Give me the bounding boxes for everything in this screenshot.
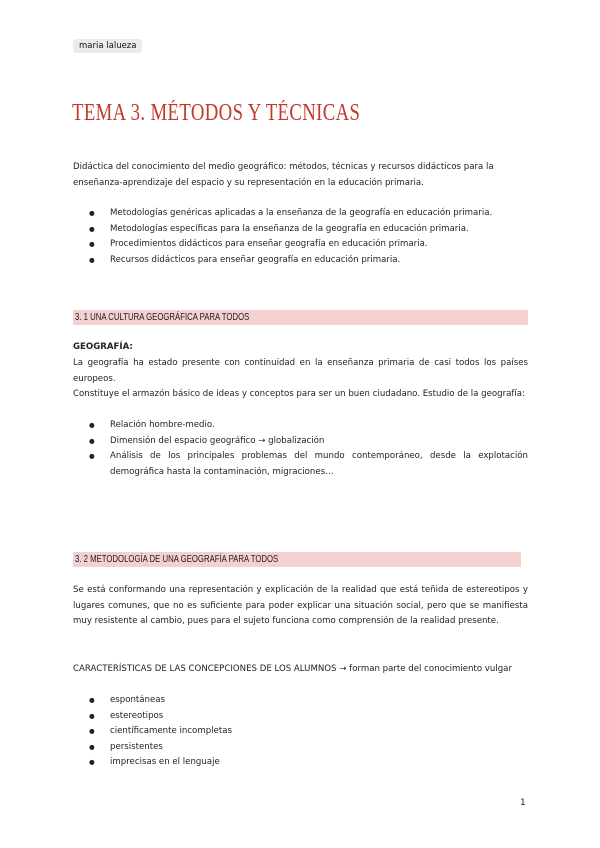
section-heading-3-2 <box>73 552 521 567</box>
geografia-subheading: GEOGRAFÍA: <box>73 342 133 352</box>
concepciones-list <box>73 693 528 771</box>
section1-paragraph-1: La geografía ha estado presente con continuidad en la enseñanza primaria de casi todos los países europeos. <box>73 358 528 384</box>
section-heading-3-2-text: 3. 2 METODOLOGÍA DE UNA GEOGRAFÍA PARA TODOS <box>75 553 279 565</box>
section2-list-container <box>73 693 528 771</box>
list-item: ● Dimensión del espacio geográfico → globalización <box>73 434 528 450</box>
section-heading-3-1-text: 3. 1 UNA CULTURA GEOGRÁFICA PARA TODOS <box>75 311 250 323</box>
page-title: TEMA 3. MÉTODOS Y TÉCNICAS <box>72 100 361 126</box>
objectives-section <box>73 206 528 268</box>
list-item: ● Análisis de los principales problemas del mundo contemporáneo, desde la explotación demográfica hasta la contaminación, migraciones… <box>73 449 528 480</box>
section1-paragraph-2: Constituye el armazón básico de ideas y conceptos para ser un buen ciudadano. Estudio de la geografía: <box>73 389 525 399</box>
page-number: 1 <box>520 798 526 808</box>
objective-item: ● Recursos didácticos para enseñar geografía en educación primaria. <box>73 253 528 269</box>
objectives-list <box>73 206 528 268</box>
section2-paragraph-1: Se está conformando una representación y explicación de la realidad que está teñida de estereotipos y lugares comunes, que no es suficiente para poder explicar una situación social, pero que se manifiesta muy resistente al cambio, pues para el sujeto funciona como comprensión de la realidad presente. <box>73 585 528 626</box>
list-item: ● estereotipos <box>73 709 528 725</box>
geografia-study-list <box>73 418 528 480</box>
list-item: ● imprecisas en el lenguaje <box>73 755 528 771</box>
author-tag: maria lalueza <box>73 39 142 53</box>
section-heading-3-1 <box>73 310 528 325</box>
objective-item: ● Procedimientos didácticos para enseñar geografía en educación primaria. <box>73 237 528 253</box>
objective-item: ● Metodologías genéricas aplicadas a la enseñanza de la geografía en educación primaria. <box>73 206 528 222</box>
objective-item: ● Metodologías específicas para la enseñanza de la geografía en educación primaria. <box>73 222 528 238</box>
intro-paragraph: Didáctica del conocimiento del medio geográfico: métodos, técnicas y recursos didácticos para la enseñanza-aprendizaje del espacio y su representación en la educación primaria. <box>73 162 494 188</box>
list-item: ● científicamente incompletas <box>73 724 528 740</box>
section1-list-container <box>73 418 528 480</box>
list-item: ● Relación hombre-medio. <box>73 418 528 434</box>
section2-paragraph-2: CARACTERÍSTICAS DE LAS CONCEPCIONES DE LOS ALUMNOS → forman parte del conocimiento vulgar <box>73 664 512 674</box>
list-item: ● persistentes <box>73 740 528 756</box>
list-item: ● espontáneas <box>73 693 528 709</box>
